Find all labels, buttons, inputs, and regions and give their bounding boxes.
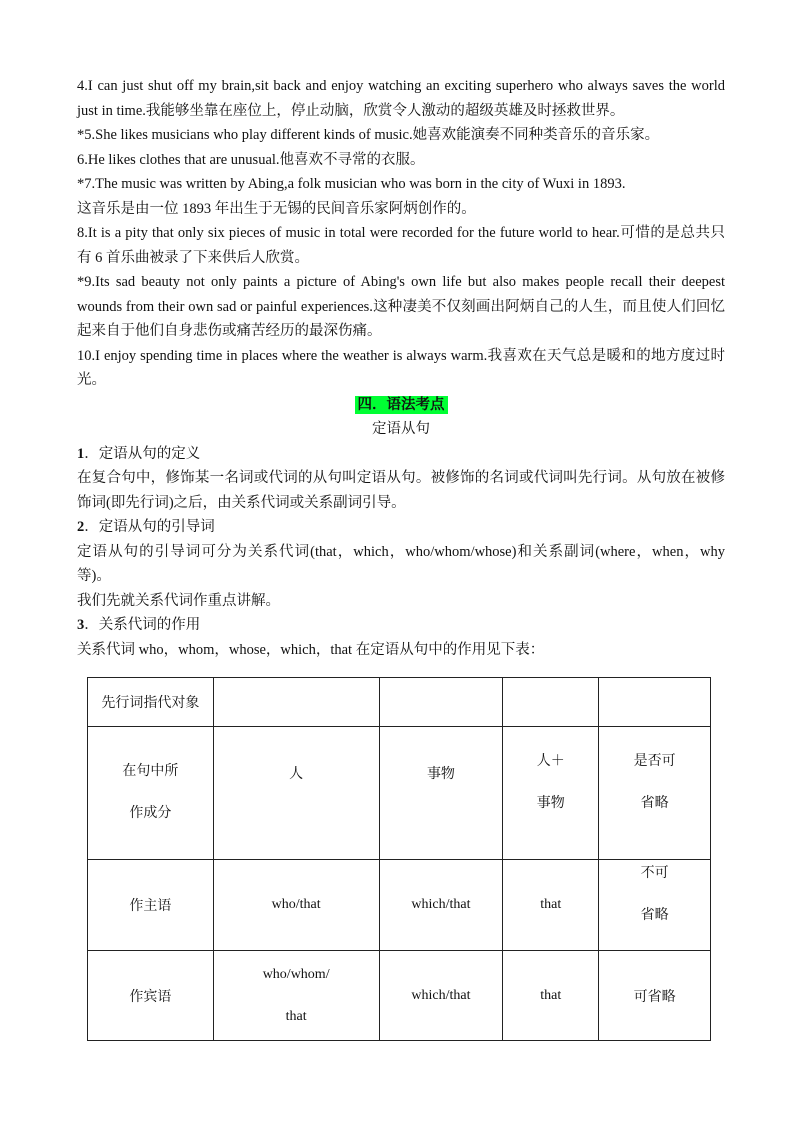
table-cell-line: who/whom/ xyxy=(262,966,330,982)
table-cell-subject-thing: which/that xyxy=(379,860,503,951)
table-cell-line: 事物 xyxy=(536,796,565,811)
point-1-number: 1 xyxy=(77,445,85,462)
table-cell-role-header xyxy=(88,727,214,860)
sentence-10: 10.I enjoy spending time in places where the weather is always warm.我喜欢在天气总是暖和的地方度过时光。 xyxy=(77,347,725,388)
table-row xyxy=(88,727,711,860)
point-1-title-text: ．定语从句的定义 xyxy=(84,445,201,462)
table-cell-thing xyxy=(379,727,503,860)
table-cell-empty xyxy=(503,678,599,727)
point-2-title-text: ．定语从句的引导词 xyxy=(84,519,215,535)
point-2-number: 2 xyxy=(77,519,85,535)
sentence-6: 6.He likes clothes that are unusual.他喜欢不寻常的衣服。 xyxy=(77,151,425,168)
table-cell-object: 作宾语 xyxy=(88,951,214,1041)
table-cell-empty xyxy=(379,678,503,727)
table-cell-subject: 作主语 xyxy=(88,860,214,951)
table-cell-line: 省略 xyxy=(640,908,669,923)
table-cell-object-both: that xyxy=(503,951,599,1041)
document-body xyxy=(77,74,725,662)
table-cell-antecedent-header: 先行词指代对象 xyxy=(88,678,214,727)
table-cell-person-thing xyxy=(503,727,599,860)
table-cell-person xyxy=(213,727,379,860)
table-cell-object-person xyxy=(213,951,379,1041)
sentence-7-en: *7.The music was written by Abing,a folk musician who was born in the city of Wuxi in 1893. xyxy=(77,176,626,192)
point-3-number: 3 xyxy=(77,617,85,633)
table-row xyxy=(88,678,711,727)
table-cell-empty xyxy=(213,678,379,727)
point-3-body: 关系代词 who，whom，whose，which，that 在定语从句中的作用见下表： xyxy=(77,641,545,658)
point-3-title xyxy=(77,613,725,638)
table-cell-line: 人＋ xyxy=(536,754,565,769)
section-heading-wrap xyxy=(77,393,725,418)
table-cell-line: 作成分 xyxy=(129,806,172,821)
sentence-4: 4.I can just shut off my brain,sit back and enjoy watching an exciting superhero who always saves the world just in time.我能够坐靠在座位上，停止动脑，欣赏令人激动的超级英雄及时拯救世界。 xyxy=(77,78,725,119)
table-cell-empty xyxy=(599,678,711,727)
section-subheading: 定语从句 xyxy=(372,421,430,437)
table-row xyxy=(88,951,711,1041)
table-cell-line: 省略 xyxy=(640,796,669,811)
relative-pronoun-table xyxy=(87,677,711,1041)
table-cell-line: 在句中所 xyxy=(122,764,179,779)
sentence-9: *9.Its sad beauty not only paints a picture of Abing's own life but also makes people recall their deepest wounds from their own sad or painful experiences.这种凄美不仅刻画出阿炳自己的人生，而且使人们回忆起来自于他们自身悲伤或痛苦经历的最深伤痛。 xyxy=(77,274,725,339)
table-cell-subject-both: that xyxy=(503,860,599,951)
point-3-title-text: ．关系代词的作用 xyxy=(84,617,201,633)
point-1-body: 在复合句中，修饰某一名词或代词的从句叫定语从句。被修饰的名词或代词叫先行词。从句放在被修饰词(即先行词)之后，由关系代词或关系副词引导。 xyxy=(77,470,725,511)
table-cell-omittable-header xyxy=(599,727,711,860)
table-cell-object-thing: which/that xyxy=(379,951,503,1041)
table-cell-line: 事物 xyxy=(426,767,455,782)
point-2-title xyxy=(77,515,725,540)
table-cell-line: that xyxy=(285,1008,307,1024)
table-cell-line: 不可 xyxy=(640,866,669,881)
sentence-5: *5.She likes musicians who play different kinds of music.她喜欢能演奏不同种类音乐的音乐家。 xyxy=(77,127,660,143)
section-heading: 四．语法考点 xyxy=(355,396,448,414)
table-cell-object-omit: 可省略 xyxy=(599,951,711,1041)
sentence-7-cn: 这音乐是由一位 1893 年出生于无锡的民间音乐家阿炳创作的。 xyxy=(77,200,476,217)
table-cell-subject-omit xyxy=(599,860,711,951)
sentence-8: 8.It is a pity that only six pieces of music in total were recorded for the future world to hear.可惜的是总共只有 6 首乐曲被录了下来供后人欣赏。 xyxy=(77,225,725,266)
table-cell-line: 是否可 xyxy=(633,754,676,769)
point-2-body-1: 定语从句的引导词可分为关系代词(that，which，who/whom/whose)和关系副词(where，when，why 等)。 xyxy=(77,543,725,584)
table-cell-subject-person: who/that xyxy=(213,860,379,951)
point-2-body-2: 我们先就关系代词作重点讲解。 xyxy=(77,592,280,609)
point-1-title xyxy=(77,442,725,467)
table-row xyxy=(88,860,711,951)
table-cell-line: 人 xyxy=(289,767,304,782)
